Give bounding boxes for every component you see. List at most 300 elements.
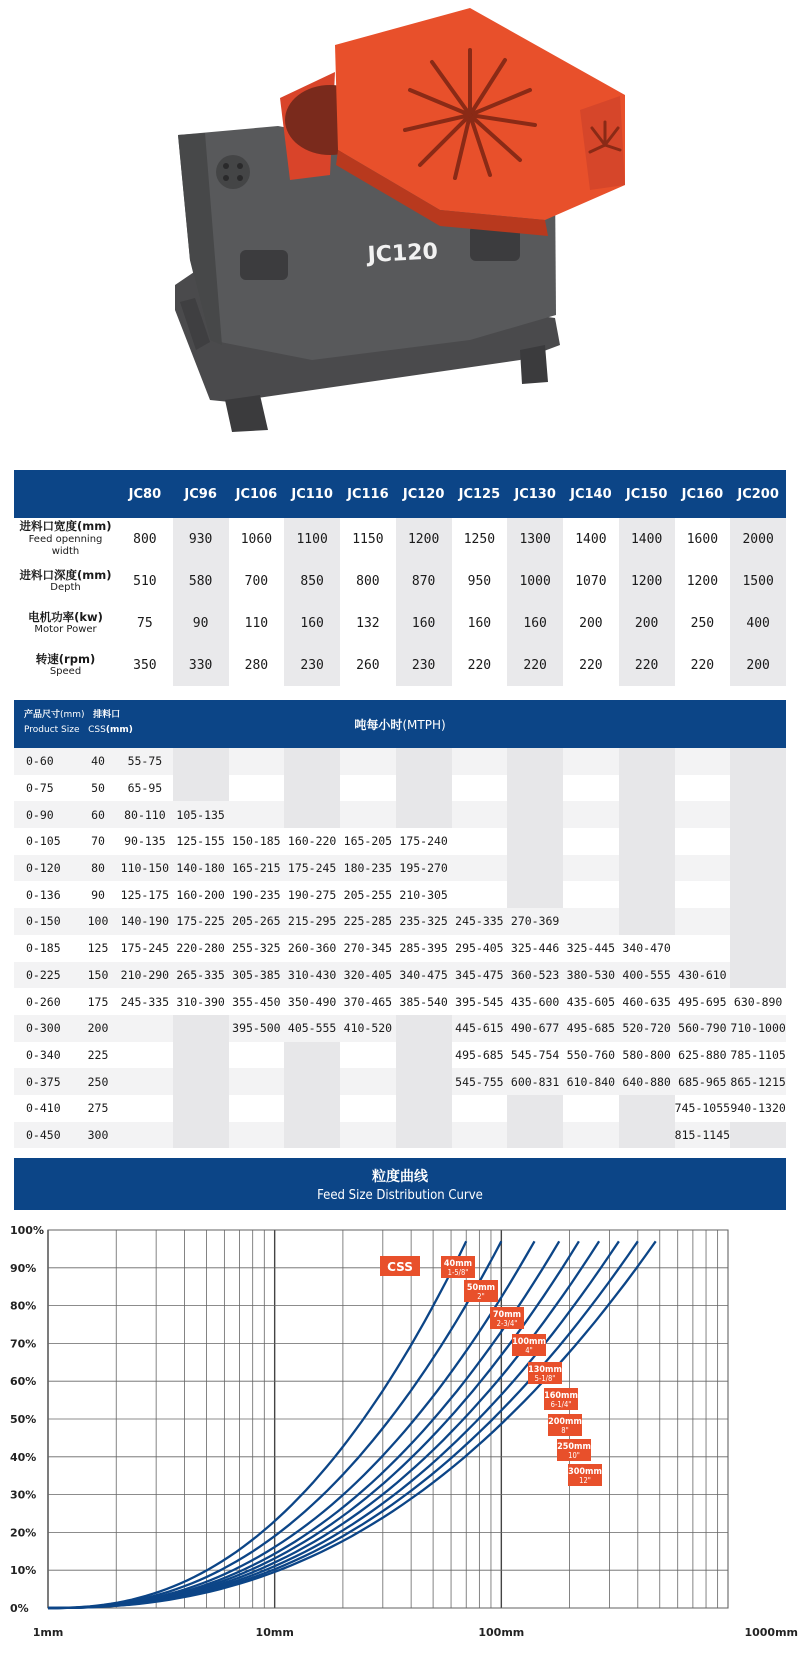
spec-label (14, 644, 117, 686)
capacity-cell: 815-1145 (675, 1122, 731, 1149)
capacity-row (14, 828, 786, 855)
y-tick-label: 100% (10, 1224, 44, 1237)
capacity-title-cn: 吨每小时 (354, 718, 403, 732)
capacity-cell (452, 881, 508, 908)
capacity-cell: 340-470 (622, 941, 671, 956)
capacity-cell (619, 881, 675, 908)
capacity-cell (675, 908, 731, 935)
capacity-cell: 410-520 (340, 1015, 396, 1042)
capacity-cell (730, 828, 786, 855)
capacity-cell: 685-965 (675, 1068, 731, 1095)
capacity-cell: 140-180 (173, 855, 229, 882)
capacity-header (14, 700, 786, 748)
capacity-cell: 215-295 (284, 908, 340, 935)
spec-value: 1400 (575, 531, 607, 547)
spec-value: 90 (173, 602, 229, 644)
capacity-cell: 395-545 (455, 994, 504, 1009)
y-tick-label: 10% (10, 1564, 37, 1578)
spec-value: 132 (356, 615, 380, 631)
product-size-cell: 0-60 (14, 748, 79, 775)
capacity-cell (563, 855, 619, 882)
capacity-row (14, 1068, 786, 1095)
x-tick-label: 1000mm (744, 1626, 798, 1639)
capacity-cell (117, 1122, 173, 1149)
product-size-label-cn: 产品尺寸 (24, 710, 61, 720)
capacity-cell (173, 1015, 229, 1042)
capacity-cell: 430-610 (675, 962, 731, 989)
product-size-cell: 0-75 (26, 781, 54, 796)
capacity-row (14, 1015, 786, 1042)
capacity-cell (452, 748, 508, 775)
spec-value: 1400 (619, 518, 675, 560)
capacity-cell: 520-720 (619, 1015, 675, 1042)
capacity-cell: 580-800 (622, 1047, 671, 1062)
capacity-cell: 310-390 (176, 994, 225, 1009)
spec-value: 350 (133, 657, 157, 673)
y-tick-label: 60% (10, 1375, 37, 1389)
capacity-title-en: (MTPH) (402, 718, 446, 732)
css-label-cn: 排料口 (93, 710, 121, 720)
product-size-cell: 0-225 (14, 962, 79, 989)
capacity-cell (396, 1068, 452, 1095)
spec-value: 930 (173, 518, 229, 560)
spec-value: 1100 (284, 518, 340, 560)
spec-value: 230 (396, 644, 452, 686)
capacity-cell: 545-754 (510, 1047, 560, 1062)
spec-value: 200 (579, 615, 603, 631)
product-size-cell: 0-90 (14, 801, 79, 828)
css-tag-mm: 100mm (512, 1337, 546, 1347)
capacity-cell (117, 1015, 173, 1042)
spec-value: 220 (507, 644, 563, 686)
y-tick-label: 90% (10, 1261, 37, 1275)
capacity-cell: 355-450 (232, 994, 281, 1009)
capacity-cell: 490-677 (507, 1015, 563, 1042)
css-tag-inch: 6-1/4" (550, 1400, 572, 1409)
spec-value: 160 (467, 615, 492, 631)
capacity-cell (507, 775, 563, 802)
css-cell: 300 (79, 1122, 117, 1149)
capacity-cell: 285-395 (399, 941, 448, 956)
capacity-cell: 210-305 (399, 887, 448, 902)
spec-label-en: Feed openning width (28, 533, 103, 558)
capacity-cell (229, 801, 285, 828)
capacity-row (14, 881, 786, 908)
curve-header (14, 1158, 786, 1210)
capacity-cell: 865-1215 (730, 1068, 786, 1095)
spec-value: 580 (173, 560, 229, 602)
curve-line (48, 1241, 466, 1608)
spec-value: 160 (507, 602, 563, 644)
capacity-cell (675, 935, 731, 962)
spec-value: 280 (244, 657, 269, 673)
capacity-cell (619, 828, 675, 855)
spec-table (14, 470, 786, 686)
capacity-cell: 105-135 (173, 801, 229, 828)
capacity-cell: 190-275 (287, 887, 337, 902)
capacity-cell (340, 1095, 396, 1122)
spec-value: 400 (730, 602, 786, 644)
capacity-cell: 175-225 (173, 908, 229, 935)
capacity-cell: 640-880 (619, 1068, 675, 1095)
spec-table-header (14, 470, 786, 518)
capacity-cell: 175-245 (284, 855, 340, 882)
spec-value: 800 (133, 531, 157, 547)
capacity-cell (619, 775, 675, 802)
capacity-cell: 270-369 (507, 908, 563, 935)
capacity-cell: 560-790 (675, 1015, 731, 1042)
css-tag-mm: 40mm (443, 1259, 473, 1269)
capacity-cell (675, 855, 731, 882)
capacity-cell: 110-150 (117, 855, 173, 882)
spec-value: 1600 (686, 531, 719, 547)
spec-value: 1250 (463, 531, 496, 547)
curve-subtitle: Feed Size Distribution Curve (317, 1188, 483, 1203)
css-cell: 175 (87, 994, 109, 1009)
capacity-cell (229, 775, 285, 802)
y-tick-label: 50% (10, 1413, 37, 1426)
capacity-cell (730, 801, 786, 828)
capacity-cell: 270-345 (343, 941, 393, 956)
spec-value: 220 (619, 644, 675, 686)
spec-value: 200 (619, 602, 675, 644)
capacity-cell: 350-490 (287, 994, 337, 1009)
capacity-cell (229, 748, 285, 775)
capacity-cell: 175-240 (399, 834, 448, 849)
capacity-cell (730, 908, 786, 935)
capacity-row (14, 988, 786, 1015)
spec-value: 220 (467, 657, 492, 673)
capacity-cell: 495-685 (455, 1047, 504, 1062)
capacity-cell: 385-540 (399, 994, 448, 1009)
css-label-en: CSS (88, 725, 106, 736)
spec-value: 1200 (686, 573, 719, 589)
spec-label-cn: 进料口宽度(mm) (19, 519, 112, 534)
css-tag-inch: 4" (525, 1346, 533, 1355)
css-tag-mm: 50mm (466, 1283, 496, 1293)
capacity-cell: 165-205 (343, 834, 393, 849)
capacity-cell (229, 1042, 285, 1069)
spec-label-en: Speed (49, 665, 82, 677)
capacity-cell (284, 1122, 340, 1149)
capacity-cell: 150-185 (232, 834, 281, 849)
capacity-cell: 785-1105 (730, 1047, 786, 1062)
capacity-cell: 405-555 (284, 1015, 340, 1042)
capacity-cell (340, 1068, 396, 1095)
css-cell: 200 (79, 1015, 117, 1042)
capacity-cell: 710-1000 (730, 1015, 786, 1042)
css-tag-inch: 1-5/8" (447, 1268, 469, 1277)
capacity-cell (619, 1122, 675, 1149)
css-tag-inch: 10" (568, 1451, 580, 1460)
capacity-cell (507, 855, 563, 882)
curve-line (48, 1241, 619, 1608)
capacity-cell (396, 1042, 452, 1069)
curve-line (48, 1241, 599, 1608)
capacity-cell: 380-530 (563, 962, 619, 989)
capacity-cell (563, 1095, 619, 1122)
capacity-cell (340, 775, 396, 802)
spec-value: 1200 (619, 560, 675, 602)
capacity-cell: 630-890 (733, 994, 783, 1009)
capacity-cell: 140-190 (117, 908, 173, 935)
spec-value: 260 (356, 657, 380, 673)
capacity-cell: 940-1320 (730, 1101, 786, 1116)
capacity-cell (284, 1068, 340, 1095)
capacity-cell: 65-95 (127, 781, 163, 796)
capacity-cell: 90-135 (124, 834, 166, 849)
model-header: JC106 (229, 470, 285, 518)
capacity-cell: 625-880 (678, 1047, 727, 1062)
capacity-cell: 220-280 (176, 941, 225, 956)
product-size-label-en: Product Size (24, 725, 80, 736)
capacity-cell (507, 1122, 563, 1149)
css-tag-mm: 160mm (544, 1391, 578, 1401)
x-tick-label: 100mm (478, 1626, 525, 1639)
capacity-cell (507, 828, 563, 855)
product-size-cell: 0-340 (26, 1047, 61, 1062)
spec-value: 800 (356, 573, 380, 589)
capacity-row (14, 962, 786, 989)
capacity-cell: 210-290 (117, 962, 173, 989)
capacity-cell (396, 801, 452, 828)
spec-value: 330 (173, 644, 229, 686)
css-tag-inch: 2-3/4" (496, 1319, 518, 1328)
capacity-cell: 160-200 (176, 887, 225, 902)
capacity-cell (173, 775, 229, 802)
spec-value: 160 (284, 602, 340, 644)
capacity-cell (730, 1122, 786, 1149)
x-tick-label: 10mm (255, 1626, 294, 1639)
capacity-cell (340, 1042, 396, 1069)
capacity-cell: 745-1055 (674, 1101, 731, 1116)
capacity-cell (117, 1042, 173, 1069)
capacity-cell (563, 748, 619, 775)
capacity-cell (173, 1042, 229, 1069)
capacity-cell (117, 1068, 173, 1095)
css-tag-mm: 200mm (548, 1417, 582, 1427)
capacity-cell: 435-605 (566, 994, 616, 1009)
spec-label-cn: 进料口深度(mm) (19, 567, 112, 582)
css-tag-inch: 12" (579, 1476, 591, 1485)
css-cell: 40 (79, 748, 117, 775)
capacity-cell: 495-695 (678, 994, 727, 1009)
capacity-cell (117, 1095, 173, 1122)
css-tag-inch: 2" (477, 1292, 485, 1301)
spec-value: 230 (284, 644, 340, 686)
spec-value: 1500 (730, 560, 786, 602)
capacity-cell: 550-760 (566, 1047, 616, 1062)
css-unit: (mm) (105, 725, 133, 736)
product-size-cell: 0-120 (14, 855, 79, 882)
capacity-cell (284, 748, 340, 775)
capacity-cell: 600-831 (507, 1068, 563, 1095)
model-header: JC130 (507, 470, 563, 518)
model-header: JC120 (396, 470, 452, 518)
capacity-row (14, 935, 786, 962)
capacity-cell (229, 1122, 285, 1149)
capacity-cell (730, 775, 786, 802)
capacity-cell: 175-245 (120, 941, 170, 956)
capacity-row (14, 801, 786, 828)
spec-value: 2000 (730, 518, 786, 560)
spec-value: 220 (690, 657, 715, 673)
capacity-cell: 610-840 (563, 1068, 619, 1095)
capacity-cell: 325-446 (510, 941, 560, 956)
model-header: JC200 (730, 470, 786, 518)
spec-value: 75 (137, 615, 153, 631)
spec-value: 250 (690, 615, 715, 631)
model-header: JC110 (284, 470, 340, 518)
y-tick-label: 30% (10, 1488, 37, 1502)
css-tag-inch: 5-1/8" (534, 1374, 556, 1383)
spec-value: 220 (579, 657, 603, 673)
capacity-cell: 495-685 (563, 1015, 619, 1042)
capacity-cell (730, 855, 786, 882)
css-tag-mm: 130mm (528, 1365, 562, 1375)
product-size-cell: 0-185 (26, 941, 61, 956)
capacity-cell (507, 801, 563, 828)
capacity-cell (675, 881, 731, 908)
capacity-cell (452, 801, 508, 828)
capacity-cell (229, 1095, 285, 1122)
css-cell: 90 (91, 887, 105, 902)
product-size-cell: 0-375 (14, 1068, 79, 1095)
spec-row (14, 644, 786, 686)
capacity-cell: 245-335 (120, 994, 170, 1009)
product-size-cell: 0-300 (14, 1015, 79, 1042)
capacity-cell (563, 881, 619, 908)
capacity-cell (563, 775, 619, 802)
capacity-cell: 400-555 (619, 962, 675, 989)
capacity-cell: 165-215 (229, 855, 285, 882)
spec-value: 870 (396, 560, 452, 602)
css-legend-label: CSS (387, 1260, 413, 1274)
spec-label (14, 518, 117, 560)
css-cell: 250 (79, 1068, 117, 1095)
capacity-cell (730, 881, 786, 908)
capacity-table (14, 748, 786, 1148)
css-tag-inch: 8" (561, 1426, 569, 1435)
css-cell: 50 (91, 781, 105, 796)
y-tick-label: 40% (10, 1450, 37, 1464)
capacity-cell (619, 908, 675, 935)
capacity-cell: 55-75 (117, 748, 173, 775)
spec-value: 510 (133, 573, 157, 589)
product-size-cell: 0-150 (14, 908, 79, 935)
capacity-cell: 180-235 (340, 855, 396, 882)
capacity-cell: 225-285 (340, 908, 396, 935)
capacity-cell: 370-465 (343, 994, 393, 1009)
capacity-cell: 325-445 (566, 941, 616, 956)
capacity-cell: 545-755 (452, 1068, 508, 1095)
y-tick-label: 80% (10, 1299, 37, 1313)
capacity-cell (730, 748, 786, 775)
spec-label-en: Depth (50, 581, 81, 593)
y-tick-label: 0% (10, 1602, 29, 1615)
spec-value: 950 (467, 573, 492, 589)
capacity-row (14, 775, 786, 802)
capacity-cell: 305-385 (229, 962, 285, 989)
css-cell: 225 (87, 1047, 109, 1062)
capacity-cell (563, 801, 619, 828)
capacity-cell: 265-335 (173, 962, 229, 989)
capacity-cell (563, 828, 619, 855)
x-tick-label: 1mm (32, 1626, 64, 1639)
feed-size-distribution-chart (0, 1212, 800, 1673)
spec-value: 1060 (240, 531, 273, 547)
spec-value: 1000 (507, 560, 563, 602)
css-cell: 100 (79, 908, 117, 935)
capacity-cell: 320-405 (340, 962, 396, 989)
capacity-cell: 125-175 (120, 887, 170, 902)
capacity-cell (452, 1095, 508, 1122)
capacity-cell: 195-270 (396, 855, 452, 882)
capacity-cell: 295-405 (455, 941, 504, 956)
spec-label-en: Motor Power (34, 623, 97, 635)
capacity-cell (396, 748, 452, 775)
capacity-cell: 125-155 (176, 834, 225, 849)
product-size-unit: (mm) (60, 710, 85, 720)
capacity-cell (340, 1122, 396, 1149)
capacity-cell (173, 748, 229, 775)
curve-title: 粒度曲线 (372, 1169, 428, 1185)
capacity-cell: 190-235 (232, 887, 281, 902)
capacity-cell: 435-600 (510, 994, 560, 1009)
css-tag-mm: 70mm (492, 1310, 522, 1320)
spec-value: 700 (244, 573, 269, 589)
capacity-cell (619, 1095, 675, 1122)
capacity-cell (396, 775, 452, 802)
capacity-cell: 245-335 (452, 908, 508, 935)
capacity-cell (730, 962, 786, 989)
capacity-cell: 395-500 (229, 1015, 285, 1042)
spec-label (14, 560, 117, 602)
css-tag-mm: 250mm (557, 1442, 591, 1452)
spec-row (14, 560, 786, 602)
capacity-cell (619, 801, 675, 828)
spec-value: 1150 (352, 531, 384, 547)
capacity-cell: 260-360 (287, 941, 337, 956)
product-size-cell: 0-260 (26, 994, 61, 1009)
capacity-cell (340, 748, 396, 775)
model-header: JC80 (117, 470, 173, 518)
spec-label (14, 602, 117, 644)
model-header: JC160 (675, 470, 731, 518)
capacity-cell: 460-635 (622, 994, 671, 1009)
capacity-cell (675, 828, 731, 855)
css-cell: 150 (79, 962, 117, 989)
product-size-cell: 0-105 (26, 834, 61, 849)
capacity-row (14, 748, 786, 775)
capacity-cell: 445-615 (452, 1015, 508, 1042)
css-cell: 275 (87, 1101, 109, 1116)
machine-model-label: JC120 (367, 239, 439, 268)
spec-row (14, 602, 786, 644)
capacity-cell (452, 1122, 508, 1149)
y-tick-label: 70% (10, 1337, 37, 1351)
spec-value: 850 (284, 560, 340, 602)
curve-line (48, 1241, 535, 1608)
capacity-cell (507, 1095, 563, 1122)
spec-value: 110 (244, 615, 269, 631)
capacity-cell: 205-255 (343, 887, 393, 902)
y-tick-label: 20% (10, 1526, 37, 1540)
model-header: JC150 (619, 470, 675, 518)
capacity-cell: 80-110 (117, 801, 173, 828)
model-header: JC116 (340, 470, 396, 518)
css-cell: 80 (79, 855, 117, 882)
